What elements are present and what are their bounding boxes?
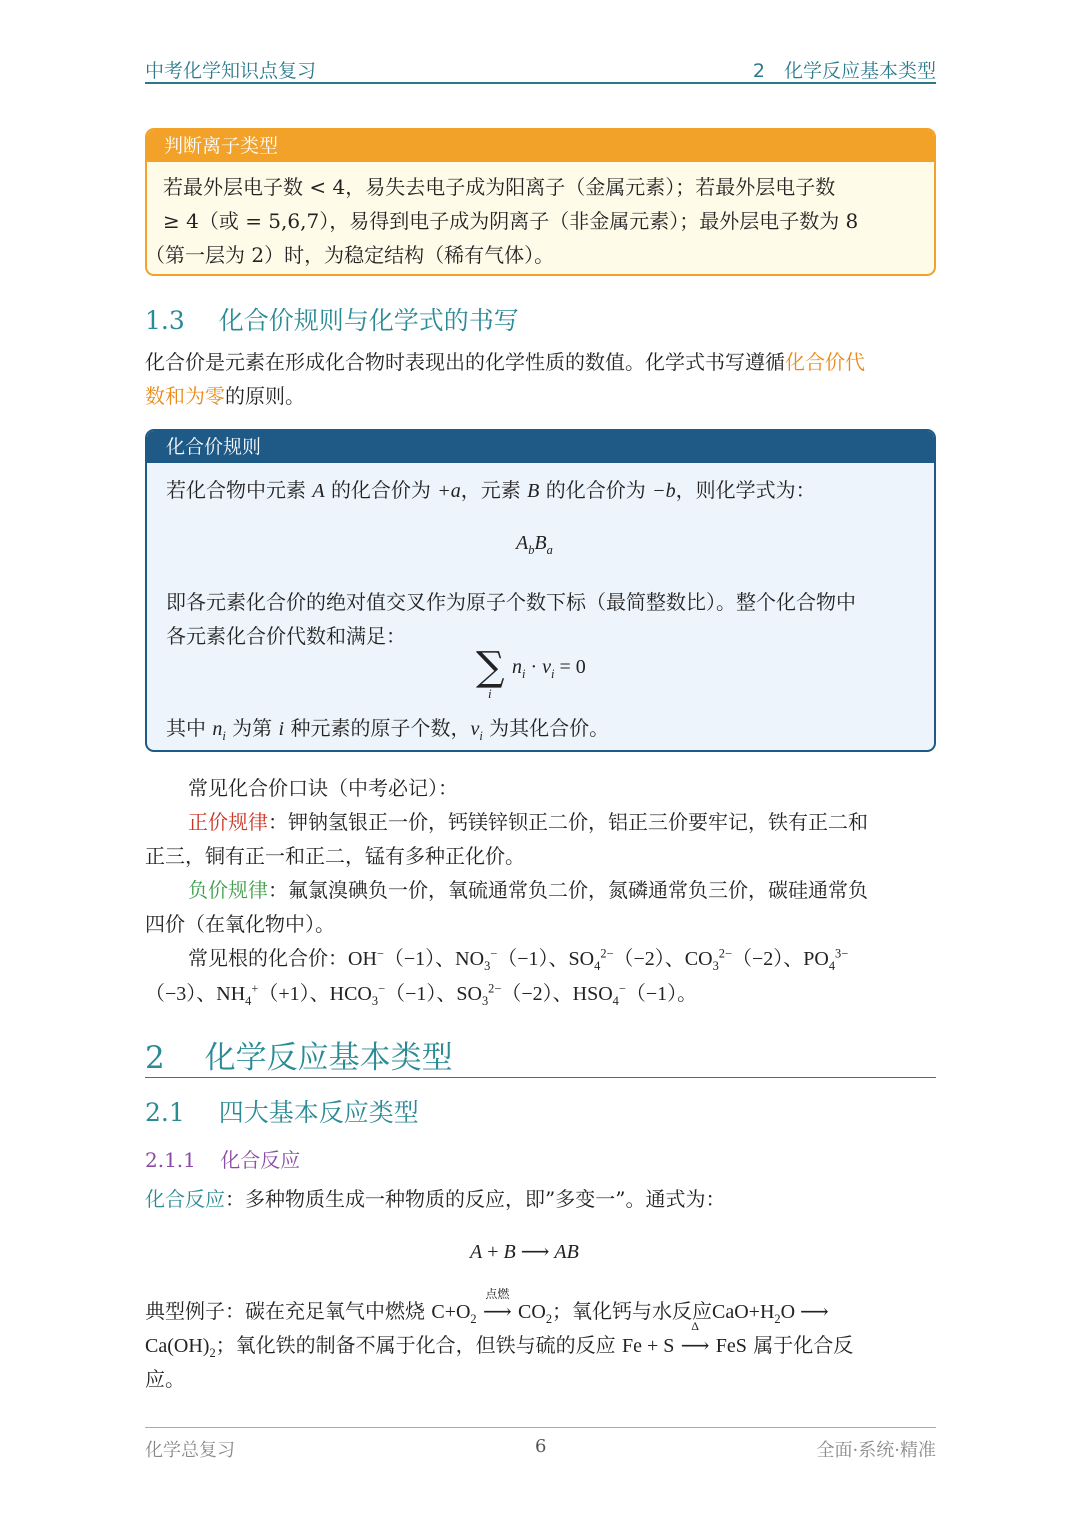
section-1-3-heading	[145, 301, 519, 337]
negative-rule-line-2: 四价（在氧化物中）。	[145, 912, 335, 936]
footer-left: 化学总复习	[145, 1440, 235, 1461]
text: 的原则。	[225, 384, 305, 408]
math-n: n	[212, 718, 223, 740]
subscript: i	[551, 667, 555, 681]
sec13-paragraph-line-1	[145, 346, 865, 375]
reaction-arrow: Δ ⟶	[680, 1319, 710, 1357]
section-number: 2.1	[145, 1098, 185, 1127]
math-var: i	[278, 718, 285, 740]
reaction-arrow: 点燃 ⟶	[482, 1287, 512, 1323]
footer-divider	[145, 1427, 936, 1428]
text: 典型例子：碳在充足氧气中燃烧	[145, 1299, 425, 1323]
section-2-1-heading	[145, 1093, 419, 1129]
header-left-title: 中考化学知识点复习	[145, 60, 317, 82]
math-var: A	[312, 480, 325, 502]
general-equation	[470, 1239, 579, 1264]
ion-box-title: 判断离子类型	[147, 130, 934, 162]
text: 为其化合价。	[489, 716, 610, 740]
text: 化合价是元素在形成化合物时表现出的化学性质的数值。化学式书写遵循	[145, 350, 785, 374]
mnemonic-intro: 常见化合价口诀（中考必记）：	[188, 776, 458, 800]
arrow: ⟶	[515, 1241, 555, 1263]
section-2-heading	[145, 1032, 453, 1077]
section-title: 化学反应基本类型	[204, 1040, 453, 1076]
section-number: 1.3	[145, 306, 185, 335]
section-title: 化合反应	[220, 1148, 301, 1172]
math-var: n	[512, 656, 522, 678]
subscript: i	[479, 729, 483, 743]
text: 属于化合反	[753, 1333, 854, 1357]
math-var: B	[527, 480, 540, 502]
positive-rule-label: 正价规律	[188, 810, 268, 834]
text: 的化合价为	[545, 478, 646, 502]
ion-box-line-3: （第一层为 2）时，为稳定结构（稀有气体）。	[145, 243, 555, 267]
math-var: B	[534, 532, 547, 554]
operator: ·	[525, 656, 543, 678]
text: 的化合价为	[330, 478, 431, 502]
math-var	[470, 718, 483, 743]
text: ：钾钠氢银正一价，钙镁锌钡正二价，铝正三价要牢记，铁有正二和	[268, 810, 868, 834]
math-var: v	[542, 656, 552, 678]
header-right-title: 2 化学反应基本类型	[752, 60, 936, 82]
subscript: a	[546, 543, 553, 557]
math-var: A	[516, 532, 529, 554]
negative-rule-line-1	[188, 874, 868, 903]
math-var: AB	[554, 1241, 579, 1263]
subscript: i	[222, 729, 226, 743]
text: ：多种物质生成一种物质的反应，即”多变一”。通式为：	[225, 1187, 726, 1211]
text: ：氟氯溴碘负一价，氧硫通常负二价，氮磷通常负三价，碳硅通常负	[268, 878, 868, 902]
example-line-2: $Ca(OH)_2$；氧化铁的制备不属于化合，但铁与硫的反应 Fe + S Δ ⟶ FeS 属于化合反	[145, 1319, 854, 1360]
valence-line-1	[166, 474, 816, 503]
page-number: 6	[535, 1436, 547, 1457]
radicals-line-2: （−3）、$NH_4^+(+1)$、$HCO_3^-(-1)$、$SO_3^{2-}(-2)$、$HSO_4^-(-1)$。	[145, 981, 698, 1008]
text: 其中	[166, 716, 206, 740]
section-number: 2.1.1	[145, 1148, 196, 1172]
negative-rule-label: 负价规律	[188, 878, 268, 902]
math-var: −b	[652, 480, 676, 502]
text: 为第	[232, 716, 273, 740]
math-var: A	[470, 1241, 483, 1263]
section-number: 2	[145, 1040, 165, 1076]
page-header	[145, 52, 936, 84]
footer-right: 全面·系统·精准	[816, 1440, 936, 1461]
arrow-condition: Δ	[691, 1319, 699, 1333]
operator: = 0	[554, 656, 586, 678]
text: ；氧化铁的制备不属于化合，但铁与硫的反应	[215, 1333, 616, 1357]
math-v: v	[470, 718, 480, 740]
example-line-3: 应。	[145, 1367, 185, 1391]
math-var: B	[503, 1241, 516, 1263]
highlight-text: 化合价代	[785, 350, 865, 374]
formula-AbBa	[516, 532, 553, 555]
section-title: 四大基本反应类型	[218, 1098, 419, 1127]
positive-rule-line-2: 正三，铜有正一和正二，锰有多种正化价。	[145, 844, 525, 868]
arrow-condition: 点燃	[485, 1287, 510, 1301]
operator: +	[482, 1241, 504, 1263]
valence-line-3: 各元素化合价代数和满足：	[166, 624, 406, 648]
subscript: b	[528, 543, 535, 557]
positive-rule-line-1	[188, 806, 868, 835]
sum-sign: ∑	[476, 644, 505, 690]
math-var: +a	[437, 480, 461, 502]
combination-label: 化合反应	[145, 1187, 225, 1211]
text: 常见根的化合价：	[188, 946, 348, 970]
ion-box-line-1: 若最外层电子数 < 4，易失去电子成为阳离子（金属元素）；若最外层电子数	[163, 175, 836, 199]
section-2-1-1-heading	[145, 1144, 300, 1173]
sum-expression	[512, 656, 586, 679]
combination-definition	[145, 1183, 725, 1212]
math-var	[212, 718, 226, 743]
sum-index: i	[488, 686, 492, 701]
radicals-line-1: 常见根的化合价：OH−（−1）、$NO_3^-(-1)$、$SO_4^{2-}(-2)$、$CO_3^{2-}(-2)$、$PO_4^{3-}$	[188, 946, 849, 973]
section-title: 化合价规则与化学式的书写	[218, 306, 519, 335]
sum-symbol	[476, 644, 505, 690]
valence-box-title: 化合价规则	[147, 431, 934, 463]
text: ，元素	[460, 478, 521, 502]
example-line-1: 典型例子：碳在充足氧气中燃烧 $C+O_2$ 点燃 ⟶ $CO_2$；氧化钙与水反应$CaO+H_2O$ ⟶	[145, 1287, 829, 1326]
section-divider	[145, 1077, 936, 1078]
text: ，则化学式为：	[675, 478, 816, 502]
text: 种元素的原子个数，	[290, 716, 471, 740]
valence-line-4	[166, 712, 609, 741]
highlight-text: 数和为零	[145, 384, 225, 408]
valence-line-2: 即各元素化合价的绝对值交叉作为原子个数下标（最简整数比）。整个化合物中	[166, 590, 856, 614]
text: 若化合物中元素	[166, 478, 306, 502]
text: ；氧化钙与水反应	[552, 1299, 713, 1323]
subscript: i	[522, 667, 526, 681]
ion-box-line-2: ≥ 4（或 = 5,6,7），易得到电子成为阴离子（非金属元素）；最外层电子数为 8	[163, 209, 859, 233]
sec13-paragraph-line-2	[145, 380, 305, 409]
